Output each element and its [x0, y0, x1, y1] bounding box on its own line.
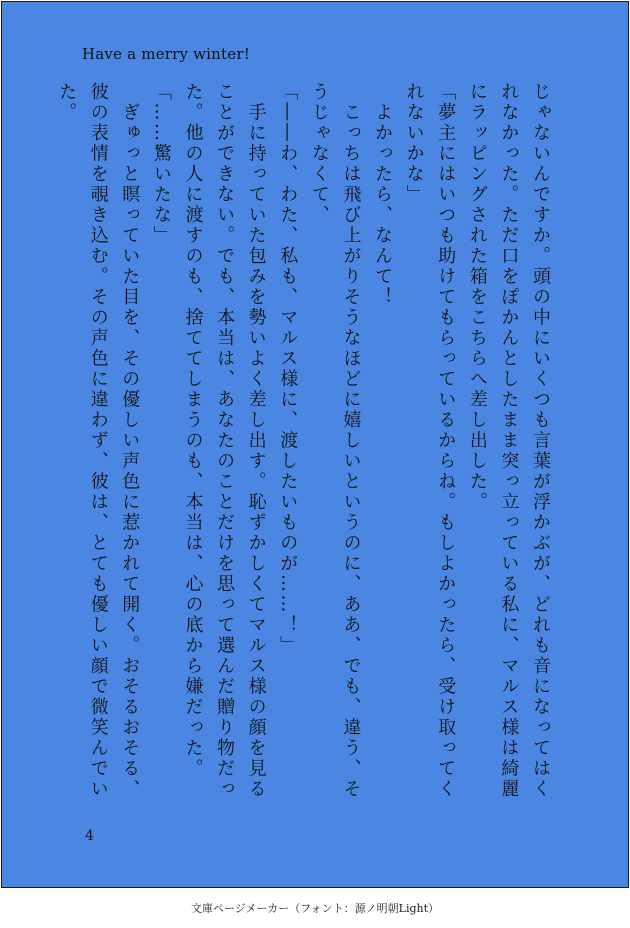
paragraph: こっちは飛び上がりそうなほどに嬉しいというのに、ああ、でも、違う、そうじゃなくて、: [308, 82, 362, 800]
paragraph: 「――わ、わた、私も、マルス様に、渡したいものが……！」: [277, 82, 299, 656]
book-page: [1, 1, 629, 888]
paragraph: 「……驚いたな」: [150, 82, 172, 246]
paragraph: 「夢主にはいつも助けてもらっているからね。もしよかったら、受け取ってくれないかな」: [403, 82, 457, 800]
paragraph: じゃないんですか。頭の中にいくつも言葉が浮かぶが、どれも音になってはくれなかった。ただ口をぽかんとしたまま突っ立っている私に、マルス様は綺麗にラッピングされた箱をこちらへ差し出した。: [466, 82, 551, 800]
footer-credit: 文庫ページメーカー（フォント：源ノ明朝Light）: [190, 902, 440, 915]
paragraph: 手に持っていた包みを勢いよく差し出す。恥ずかしくてマルス様の顔を見ることができない。でも、本当は、あなたのことだけを思って選んだ贈り物だった。他の人に渡すのも、捨ててしまうのも、本当は、心の底から嫌だった。: [182, 82, 267, 800]
paragraph: よかったら、なんて！: [372, 82, 394, 308]
paragraph: ぎゅっと瞑っていた目を、その優しい声色に惹かれて開く。おそるおそる、彼の表情を覗き込む。その声色に違わず、彼は、とても優しい顔で微笑んでいた。: [56, 82, 141, 800]
vertical-body-text: [56, 82, 556, 804]
page-number: 4: [85, 828, 94, 844]
running-header: Have a merry winter!: [82, 45, 250, 63]
